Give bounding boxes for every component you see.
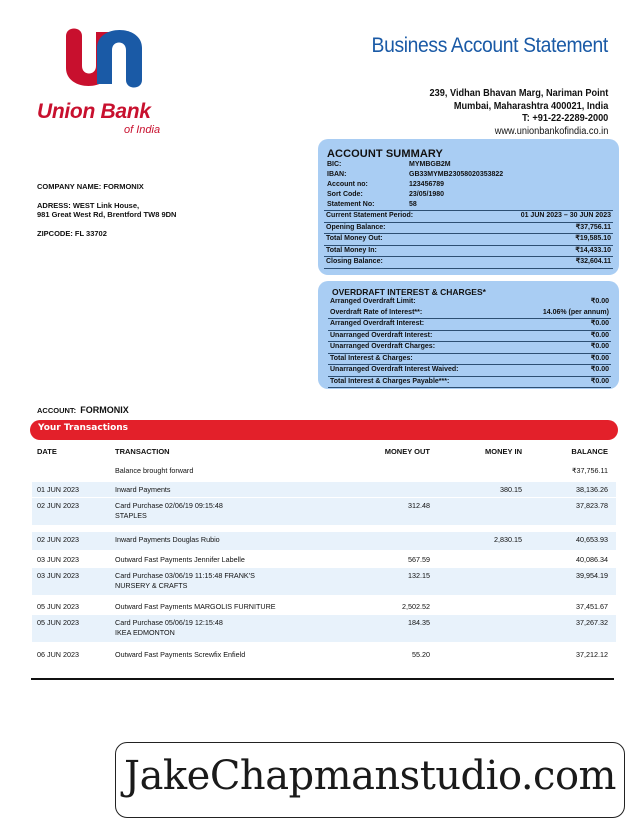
row-money-out: 312.48: [408, 501, 430, 510]
table-row: [32, 498, 616, 525]
account-line: [37, 405, 129, 415]
row-date: 03 JUN 2023: [37, 571, 79, 580]
overdraft-row: Unarranged Overdraft Interest: ₹0.00: [328, 331, 611, 343]
transactions-title: Your Transactions: [38, 423, 129, 433]
summary-row: Closing Balance: ₹32,604.11: [324, 257, 613, 269]
address-line: 239, Vidhan Bhavan Marg, Nariman Point: [429, 88, 608, 99]
overdraft-row: Total Interest & Charges: ₹0.00: [328, 354, 611, 366]
row-description-line: STAPLES: [115, 510, 147, 520]
union-bank-logo-icon: [56, 22, 152, 94]
phone-line: T: +91-22-2289-2000: [521, 113, 608, 124]
row-balance: 37,823.78: [576, 501, 608, 510]
company-details: [37, 182, 176, 238]
row-money-out: 567.59: [408, 555, 430, 564]
row-balance: 37,267.32: [576, 618, 608, 627]
row-description-line: Outward Fast Payments Jennifer Labelle: [115, 555, 245, 564]
summary-row: Opening Balance: ₹37,756.11: [324, 223, 613, 235]
col-header-transaction: TRANSACTION: [115, 447, 170, 456]
summary-detail: Statement No: 58: [327, 201, 417, 208]
row-description-line: Outward Fast Payments MARGOLIS FURNITURE: [115, 602, 276, 611]
account-summary-title: ACCOUNT SUMMARY: [327, 148, 443, 160]
row-description-line: Card Purchase 05/06/19 12:15:48: [115, 618, 223, 627]
company-address: ADRESS: WEST Link House,: [37, 201, 140, 210]
account-summary-panel: [318, 139, 619, 275]
row-description-line: IKEA EDMONTON: [115, 627, 175, 637]
col-header-date: DATE: [37, 447, 57, 456]
summary-detail: BIC: MYMBGB2M: [327, 161, 451, 168]
website-link[interactable]: www.unionbankofindia.co.in: [494, 125, 608, 137]
row-money-in: 2,830.15: [494, 535, 522, 544]
table-row: [32, 532, 616, 550]
address-line: Mumbai, Maharashtra 400021, India: [453, 100, 608, 112]
summary-row: Current Statement Period: 01 JUN 2023 – 30 JUN 2023: [324, 210, 613, 223]
row-description-line: Inward Payments: [115, 485, 171, 494]
row-description: [115, 485, 315, 495]
account-name: FORMONIX: [80, 405, 129, 415]
bank-address: [429, 88, 608, 138]
overdraft-panel: [318, 281, 619, 389]
table-divider: [31, 678, 614, 680]
col-header-balance: BALANCE: [571, 447, 608, 456]
overdraft-row: Overdraft Rate of Interest**: 14.06% (per annum): [328, 308, 611, 320]
row-date: 03 JUN 2023: [37, 555, 79, 564]
row-description: [115, 501, 315, 520]
row-money-out: 55.20: [412, 650, 430, 659]
table-row: [32, 599, 616, 615]
table-row: [32, 482, 616, 497]
overdraft-row: Unarranged Overdraft Charges: ₹0.00: [328, 342, 611, 354]
col-header-money-in: MONEY IN: [485, 447, 522, 456]
col-header-money-out: MONEY OUT: [384, 447, 430, 456]
row-description: [115, 555, 315, 565]
table-row: [32, 463, 616, 478]
row-description: [115, 571, 315, 590]
row-balance: 38,136.26: [576, 485, 608, 494]
row-description: [115, 650, 315, 660]
row-description-line: NURSERY & CRAFTS: [115, 580, 188, 590]
row-money-in: 380.15: [500, 485, 522, 494]
row-money-out: 2,502.52: [402, 602, 430, 611]
overdraft-row: Arranged Overdraft Limit: ₹0.00: [330, 298, 609, 305]
row-description: [115, 618, 315, 637]
row-date: 01 JUN 2023: [37, 485, 79, 494]
row-description-line: Card Purchase 03/06/19 11:15:48 FRANK'S: [115, 571, 255, 580]
row-description: [115, 602, 315, 612]
transactions-header-bar: [30, 420, 618, 440]
row-balance: 39,954.19: [576, 571, 608, 580]
row-balance: 37,212.12: [576, 650, 608, 659]
row-date: 06 JUN 2023: [37, 650, 79, 659]
row-money-out: 132.15: [408, 571, 430, 580]
overdraft-title: OVERDRAFT INTEREST & CHARGES*: [332, 287, 486, 297]
overdraft-row: Total Interest & Charges Payable***: ₹0.00: [328, 377, 611, 389]
row-description-line: Inward Payments Douglas Rubio: [115, 535, 220, 544]
bank-subname: of India: [124, 124, 161, 136]
company-address: 981 Great West Rd, Brentford TW8 9DN: [37, 210, 177, 219]
account-label: ACCOUNT:: [37, 406, 77, 415]
company-name: COMPANY NAME: FORMONIX: [37, 182, 144, 191]
row-description-line: Card Purchase 02/06/19 09:15:48: [115, 501, 223, 510]
row-date: 05 JUN 2023: [37, 618, 79, 627]
row-description: [115, 535, 315, 545]
summary-row: Total Money In: ₹14,433.10: [324, 246, 613, 258]
summary-detail: IBAN: GB33MYMB23058020353822: [327, 171, 504, 178]
bank-name: Union Bank: [37, 100, 151, 123]
row-date: 02 JUN 2023: [37, 501, 79, 510]
row-balance: 40,653.93: [576, 535, 608, 544]
statement-title: Business Account Statement: [371, 34, 608, 57]
table-row: [32, 552, 616, 568]
watermark-stamp: [115, 742, 625, 818]
row-money-out: 184.35: [408, 618, 430, 627]
overdraft-row: Unarranged Overdraft Interest Waived: ₹0.00: [328, 365, 611, 377]
watermark-text: JakeChapmanstudio.com: [124, 753, 616, 799]
row-description-line: Outward Fast Payments Screwfix Enfield: [115, 650, 246, 659]
row-balance: 37,451.67: [576, 602, 608, 611]
table-row: [32, 615, 616, 642]
row-description: [115, 466, 315, 476]
summary-detail: Account no: 123456789: [327, 181, 445, 188]
row-balance: 40,086.34: [576, 555, 608, 564]
row-date: 02 JUN 2023: [37, 535, 79, 544]
overdraft-row: Arranged Overdraft Interest: ₹0.00: [328, 319, 611, 331]
row-date: 05 JUN 2023: [37, 602, 79, 611]
company-zip: ZIPCODE: FL 33702: [37, 229, 107, 238]
summary-detail: Sort Code: 23/05/1980: [327, 191, 445, 198]
row-balance: ₹37,756.11: [571, 466, 608, 475]
table-row: [32, 568, 616, 595]
table-row: [32, 647, 616, 665]
row-description-line: Balance brought forward: [115, 466, 194, 475]
summary-row: Total Money Out: ₹19,585.10: [324, 234, 613, 246]
